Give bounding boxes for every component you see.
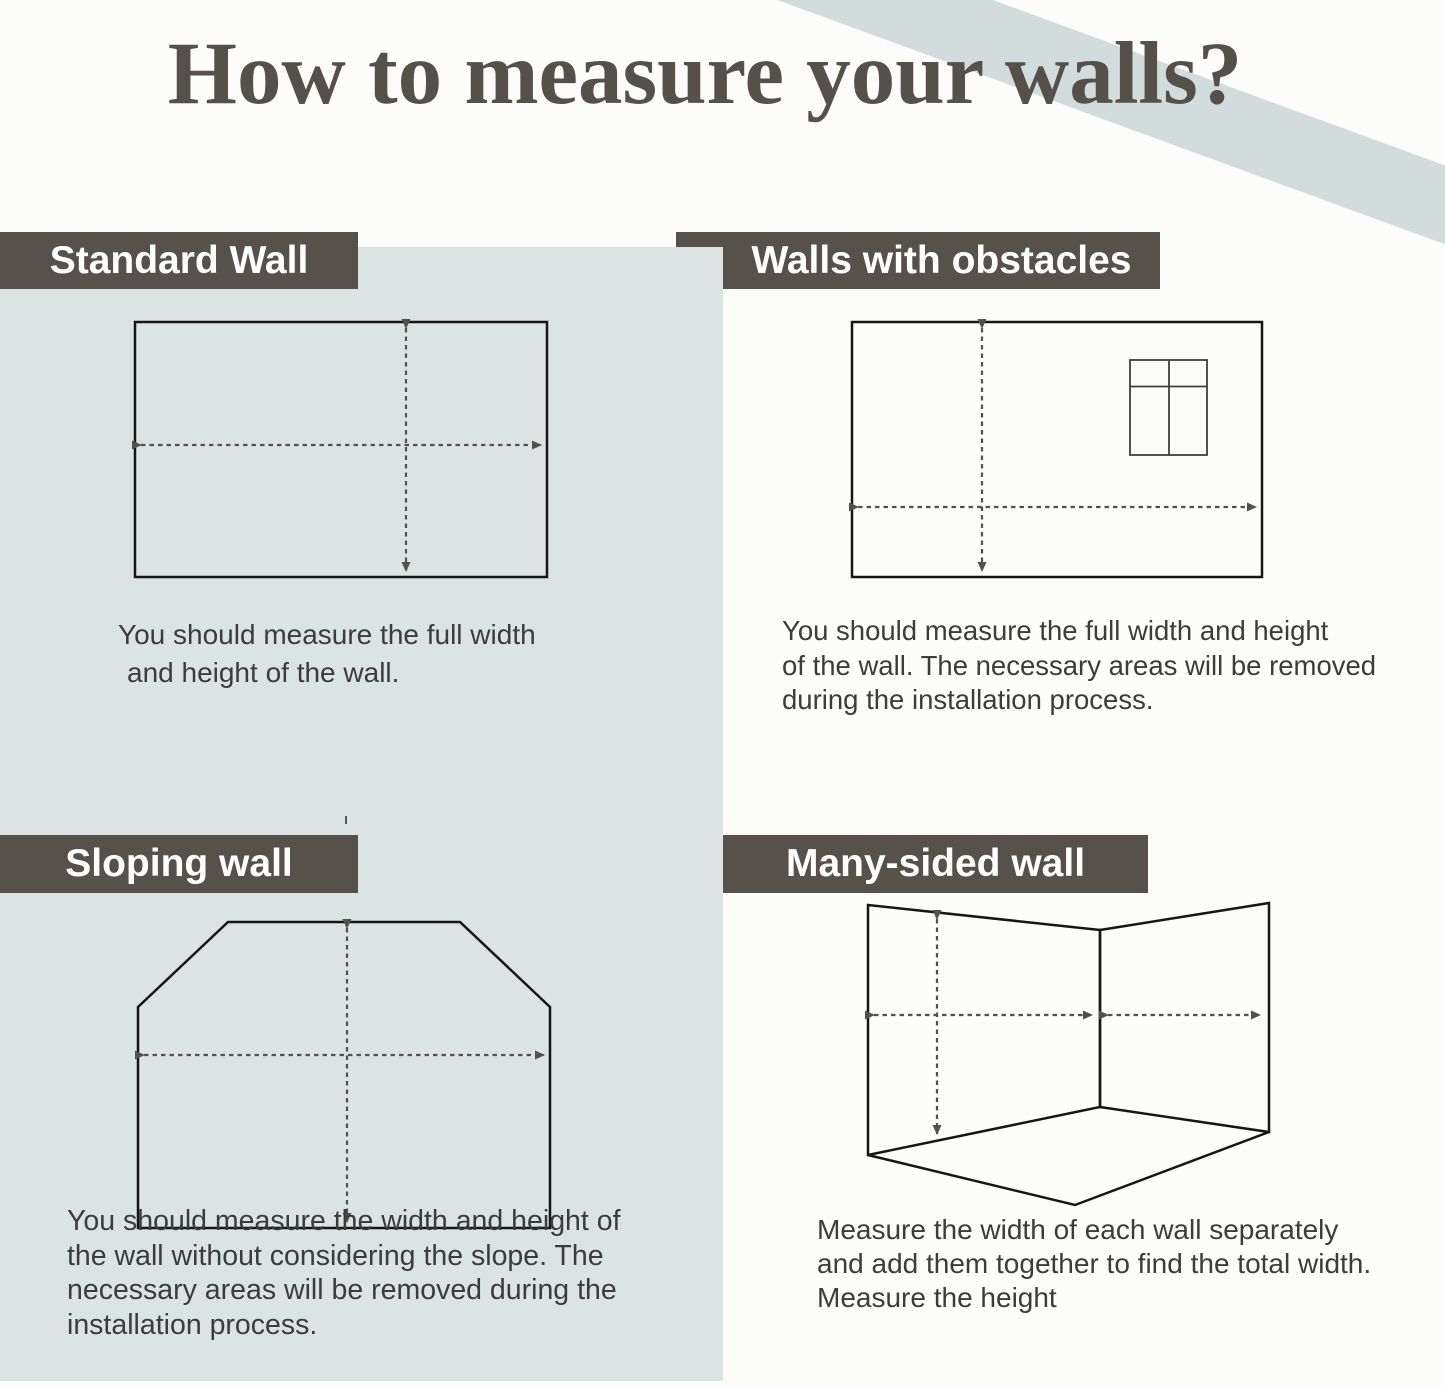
many-sided-wall-description: [817, 1213, 1445, 1315]
description-line: during the installation process.: [782, 684, 1154, 715]
sloping-wall-diagram: [138, 922, 550, 1228]
section-header-walls-with-obstacles-label: Walls with obstacles: [751, 239, 1132, 282]
description-line: Measure the width of each wall separately: [817, 1214, 1339, 1245]
description-line: necessary areas will be removed during the: [67, 1274, 617, 1306]
description-line: You should measure the width and height of: [67, 1205, 621, 1237]
many-sided-wall-diagram: [868, 903, 1269, 1205]
section-header-sloping-wall-label: Sloping wall: [65, 842, 293, 885]
right-wall-outline: [1100, 903, 1269, 1132]
section-header-standard-wall-label: Standard Wall: [49, 239, 309, 282]
description-line: You should measure the full width and height: [782, 615, 1329, 646]
standard-wall-outline: [135, 322, 547, 577]
description-line: and height of the wall.: [127, 657, 400, 688]
page-title: How to measure your walls?: [167, 25, 1243, 123]
description-line: Measure the height: [817, 1282, 1057, 1313]
description-line: the wall without considering the slope. The: [67, 1239, 604, 1272]
description-line: installation process.: [67, 1308, 318, 1341]
description-line: of the wall. The necessary areas will be removed: [782, 649, 1377, 681]
description-line: and add them together to find the total width.: [817, 1248, 1372, 1279]
standard-wall-diagram: [135, 322, 547, 577]
sloping-wall-description: [67, 1204, 717, 1342]
section-header-many-sided-wall-label: Many-sided wall: [785, 842, 1086, 885]
walls-with-obstacles-description: [782, 614, 1432, 718]
description-line: You should measure the full width: [118, 619, 536, 650]
standard-wall-description: [118, 616, 588, 692]
sloping-wall-outline: [138, 922, 550, 1228]
walls-with-obstacles-diagram: [852, 322, 1262, 577]
left-wall-outline: [868, 905, 1100, 1155]
